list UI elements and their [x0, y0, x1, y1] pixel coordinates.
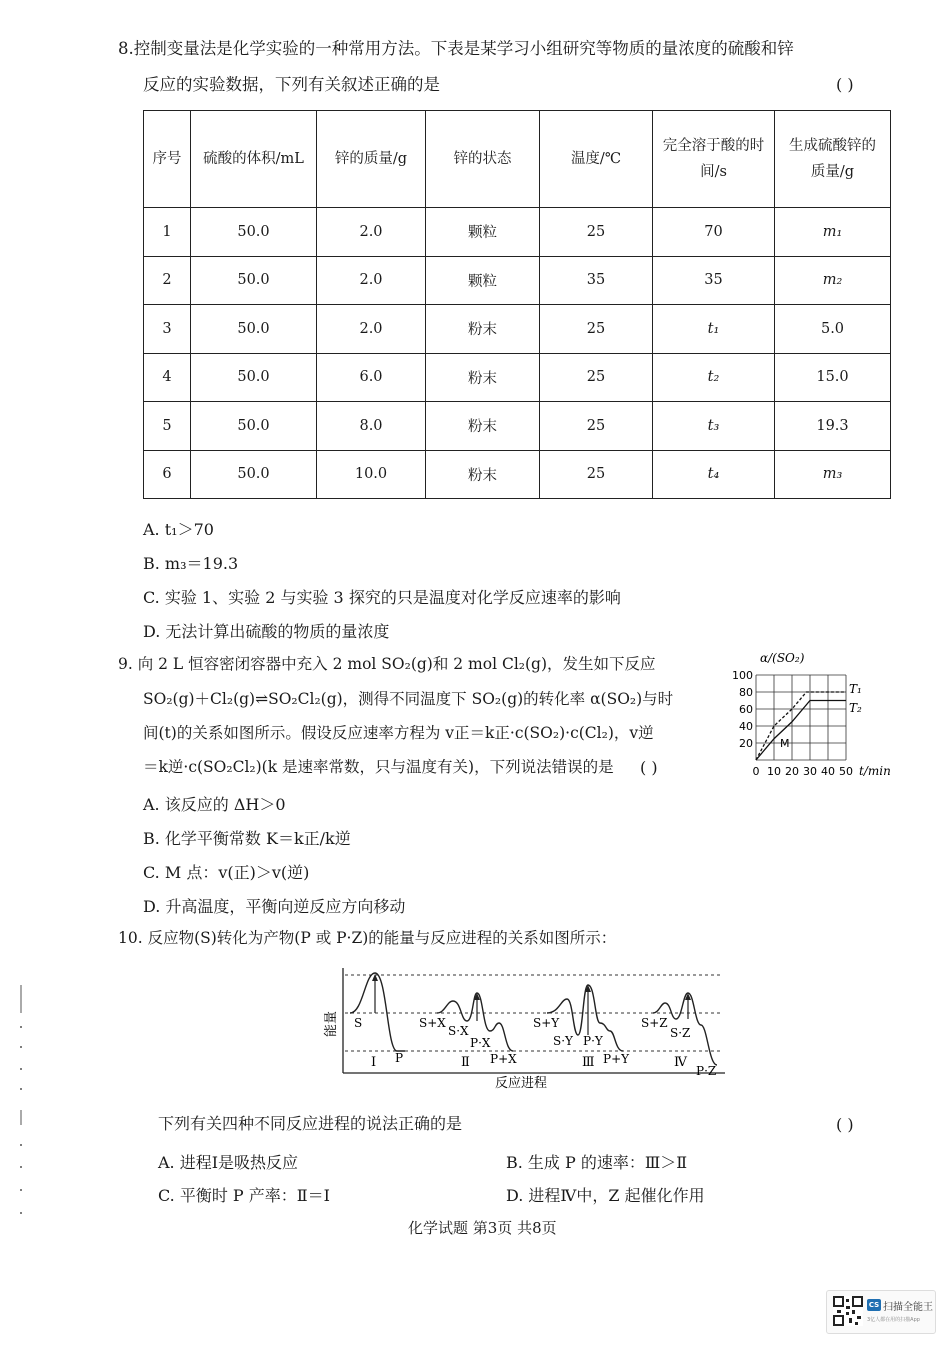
- table-cell: 4: [144, 353, 191, 402]
- table-header-row: [144, 111, 891, 208]
- table-cell: 50.0: [191, 256, 317, 305]
- table-cell: 50.0: [191, 450, 317, 499]
- label-s-plus-z: S+Z: [641, 1016, 668, 1030]
- q8-data-table: [143, 110, 891, 499]
- label-ii: Ⅱ: [461, 1055, 470, 1070]
- q8-number: 8.: [118, 39, 134, 58]
- table-cell: 颗粒: [426, 256, 540, 305]
- label-p-dot-y: P·Y: [583, 1034, 603, 1048]
- table-cell: 2.0: [317, 305, 426, 354]
- table-cell: 2.0: [317, 208, 426, 257]
- table-row: [144, 450, 891, 499]
- page-footer: 化学试题 第3页 共8页: [408, 1219, 557, 1237]
- label-p: P: [395, 1051, 404, 1065]
- q8-option-d: D. 无法计算出硫酸的物质的量浓度: [143, 622, 390, 641]
- table-cell: 25: [540, 305, 653, 354]
- table-row: [144, 256, 891, 305]
- q9-line4: ＝k逆·c(SO₂Cl₂)(k 是速率常数，只与温度有关)，下列说法错误的是: [143, 758, 614, 776]
- q9-line2: SO₂(g)＋Cl₂(g)⇌SO₂Cl₂(g)，测得不同温度下 SO₂(g)的转化率 α(SO₂)与时: [143, 690, 674, 708]
- table-row: [144, 402, 891, 451]
- table-cell: 15.0: [775, 353, 891, 402]
- table-cell: 50.0: [191, 305, 317, 354]
- q10-stem: 下列有关四种不同反应进程的说法正确的是: [158, 1114, 463, 1133]
- table-cell: 5: [144, 402, 191, 451]
- table-cell: t₃: [653, 402, 775, 451]
- table-cell: 2: [144, 256, 191, 305]
- q8-answer-paren: ( ): [836, 75, 854, 94]
- legend-t1: T₁: [849, 682, 862, 696]
- diagram-xlabel: 反应进程: [495, 1076, 548, 1091]
- x-tick-label: 30: [803, 765, 817, 778]
- label-iii: Ⅲ: [582, 1055, 595, 1070]
- label-s-dot-y: S·Y: [553, 1034, 573, 1048]
- table-row: [144, 305, 891, 354]
- table-cell: 35: [540, 256, 653, 305]
- x-tick-label: 50: [839, 765, 853, 778]
- chart-x-ticks: [753, 765, 854, 778]
- table-cell: m₂: [775, 256, 891, 305]
- point-m-label: M: [780, 737, 790, 750]
- q8-line2: 反应的实验数据，下列有关叙述正确的是: [143, 75, 440, 94]
- curve-i: [350, 973, 405, 1051]
- header-cell: 完全溶于酸的时间/s: [653, 111, 775, 208]
- table-cell: t₂: [653, 353, 775, 402]
- label-s-dot-x: S·X: [448, 1024, 469, 1038]
- qr-code-icon: [833, 1296, 863, 1326]
- diagram-ylabel: 能量: [324, 1010, 339, 1037]
- q10-answer-paren: ( ): [836, 1115, 854, 1134]
- table-cell: 25: [540, 208, 653, 257]
- table-cell: t₄: [653, 450, 775, 499]
- header-cell: 锌的状态: [426, 111, 540, 208]
- watermark-subtitle: 3亿人都在用的扫描App: [867, 1317, 920, 1323]
- q9-option-a: A. 该反应的 ΔH＞0: [143, 795, 286, 814]
- q9-line3: 间(t)的关系如图所示。假设反应速率方程为 v正＝k正·c(SO₂)·c(Cl₂)，v逆: [143, 724, 654, 742]
- header-cell: 锌的质量/g: [317, 111, 426, 208]
- x-tick-label: 20: [785, 765, 799, 778]
- table-cell: 颗粒: [426, 208, 540, 257]
- table-cell: 25: [540, 353, 653, 402]
- table-cell: 19.3: [775, 402, 891, 451]
- x-tick-label: 10: [767, 765, 781, 778]
- q9-option-b: B. 化学平衡常数 K＝k正/k逆: [143, 829, 351, 848]
- table-cell: 25: [540, 450, 653, 499]
- q8-line1: [118, 32, 794, 66]
- table-cell: 6.0: [317, 353, 426, 402]
- table-cell: 50.0: [191, 353, 317, 402]
- x-tick-label: 40: [821, 765, 835, 778]
- scanner-watermark: [826, 1290, 936, 1334]
- q10-energy-diagram: [315, 965, 735, 1093]
- chart-xlabel: t/min: [859, 764, 891, 778]
- table-cell: 10.0: [317, 450, 426, 499]
- table-cell: 6: [144, 450, 191, 499]
- label-iv: Ⅳ: [674, 1055, 687, 1070]
- table-row: [144, 353, 891, 402]
- q9-option-d: D. 升高温度，平衡向逆反应方向移动: [143, 897, 406, 916]
- cs-badge-icon: CS: [868, 1301, 880, 1309]
- label-s-dot-z: S·Z: [670, 1026, 691, 1040]
- table-cell: 2.0: [317, 256, 426, 305]
- label-p-dot-x: P·X: [470, 1036, 491, 1050]
- table-cell: 25: [540, 402, 653, 451]
- table-cell: m₃: [775, 450, 891, 499]
- label-i: Ⅰ: [371, 1055, 377, 1070]
- watermark-title: 扫描全能王: [883, 1302, 933, 1313]
- table-cell: 50.0: [191, 402, 317, 451]
- label-s-plus-y: S+Y: [533, 1016, 560, 1030]
- y-tick-label: 40: [739, 720, 753, 733]
- label-s-plus-x: S+X: [419, 1016, 446, 1030]
- header-cell: 硫酸的体积/mL: [191, 111, 317, 208]
- table-cell: m₁: [775, 208, 891, 257]
- q10-option-c: C. 平衡时 P 产率：Ⅱ＝Ⅰ: [158, 1186, 330, 1205]
- table-cell: 3: [144, 305, 191, 354]
- header-cell: 生成硫酸锌的质量/g: [775, 111, 891, 208]
- y-tick-label: 100: [732, 669, 753, 682]
- table-cell: 粉末: [426, 353, 540, 402]
- q9-chart: [728, 650, 898, 780]
- y-tick-label: 20: [739, 737, 753, 750]
- q10-option-b: B. 生成 P 的速率：Ⅲ＞Ⅱ: [506, 1153, 688, 1172]
- q8-line1-text: 控制变量法是化学实验的一种常用方法。下表是某学习小组研究等物质的量浓度的硫酸和锌: [133, 39, 794, 58]
- label-p-plus-x: P+X: [490, 1052, 517, 1066]
- q9-answer-paren: ( ): [640, 758, 658, 777]
- chart-grid: [756, 675, 846, 760]
- q10-option-d: D. 进程Ⅳ中，Z 起催化作用: [506, 1186, 705, 1205]
- y-tick-label: 80: [739, 686, 753, 699]
- table-cell: 粉末: [426, 402, 540, 451]
- x-tick-label: 0: [752, 765, 760, 778]
- q9-option-c: C. M 点：v(正)＞v(逆): [143, 863, 310, 882]
- chart-y-ticks: [732, 669, 753, 750]
- table-cell: t₁: [653, 305, 775, 354]
- table-cell: 70: [653, 208, 775, 257]
- q8-option-a: A. t₁＞70: [143, 520, 214, 539]
- q10-option-a: A. 进程Ⅰ是吸热反应: [158, 1153, 299, 1172]
- label-p-plus-y: P+Y: [603, 1052, 630, 1066]
- chart-ylabel: α/(SO₂): [760, 651, 805, 665]
- table-cell: 粉末: [426, 450, 540, 499]
- table-cell: 粉末: [426, 305, 540, 354]
- q8-option-b: B. m₃＝19.3: [143, 554, 239, 573]
- header-cell: 温度/℃: [540, 111, 653, 208]
- header-cell: 序号: [144, 111, 191, 208]
- q10-line1: 10. 反应物(S)转化为产物(P 或 P·Z)的能量与反应进程的关系如图所示：: [118, 929, 617, 947]
- table-cell: 35: [653, 256, 775, 305]
- binding-margin-marks: [14, 985, 28, 1225]
- q8-option-c: C. 实验 1、实验 2 与实验 3 探究的只是温度对化学反应速率的影响: [143, 588, 621, 607]
- table-cell: 5.0: [775, 305, 891, 354]
- q9-line1: 9. 向 2 L 恒容密闭容器中充入 2 mol SO₂(g)和 2 mol Cl₂(g)，发生如下反应: [118, 655, 656, 673]
- series-line-2: [756, 701, 846, 761]
- table-row: [144, 208, 891, 257]
- table-cell: 50.0: [191, 208, 317, 257]
- label-s: S: [354, 1016, 363, 1030]
- label-p-dot-z: P·Z: [696, 1064, 717, 1078]
- y-tick-label: 60: [739, 703, 753, 716]
- table-cell: 1: [144, 208, 191, 257]
- table-cell: 8.0: [317, 402, 426, 451]
- legend-t2: T₂: [849, 701, 862, 715]
